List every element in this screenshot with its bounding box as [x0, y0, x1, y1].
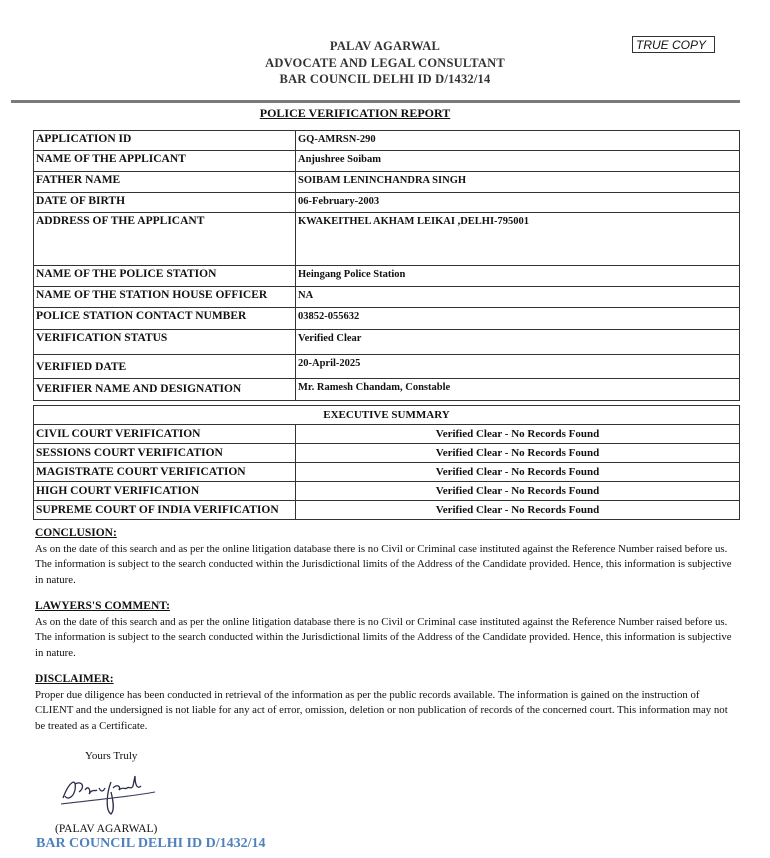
advocate-name: PALAV AGARWAL — [329, 39, 441, 53]
disclaimer-section — [35, 672, 735, 735]
table-row — [34, 425, 740, 444]
lawyers-comment-section — [35, 599, 735, 662]
table-row — [34, 266, 740, 287]
row-value: Verified Clear - No Records Found — [296, 425, 740, 444]
table-row — [34, 355, 740, 379]
row-value: Verified Clear - No Records Found — [296, 463, 740, 482]
row-label: CIVIL COURT VERIFICATION — [34, 425, 296, 444]
row-value: GQ-AMRSN-290 — [296, 131, 740, 151]
row-value: Mr. Ramesh Chandam, Constable — [296, 379, 740, 401]
row-label: HIGH COURT VERIFICATION — [34, 482, 296, 501]
row-label: NAME OF THE APPLICANT — [34, 151, 296, 172]
row-value: 03852-055632 — [296, 308, 740, 330]
table-row — [34, 151, 740, 172]
row-value: Verified Clear — [296, 330, 740, 355]
row-label: SUPREME COURT OF INDIA VERIFICATION — [34, 501, 296, 520]
row-value: 20-April-2025 — [296, 355, 740, 379]
row-label: POLICE STATION CONTACT NUMBER — [34, 308, 296, 330]
table-row — [34, 308, 740, 330]
disclaimer-heading: DISCLAIMER: — [35, 673, 114, 685]
row-value: 06-February-2003 — [296, 193, 740, 213]
row-value: SOIBAM LENINCHANDRA SINGH — [296, 172, 740, 193]
summary-title: EXECUTIVE SUMMARY — [34, 406, 740, 425]
table-row — [34, 172, 740, 193]
true-copy-stamp: TRUE COPY — [632, 36, 715, 53]
signature-icon — [55, 770, 165, 820]
report-title-text: POLICE VERIFICATION REPORT — [259, 106, 451, 120]
row-label: NAME OF THE STATION HOUSE OFFICER — [34, 287, 296, 308]
report-title — [0, 106, 710, 121]
row-label: VERIFIED DATE — [34, 355, 296, 379]
advocate-title: ADVOCATE AND LEGAL CONSULTANT — [265, 55, 505, 70]
signatory-name: (PALAV AGARWAL) — [55, 823, 158, 835]
conclusion-heading: CONCLUSION: — [35, 527, 117, 539]
row-label: DATE OF BIRTH — [34, 193, 296, 213]
lawyers-comment-text: As on the date of this search and as per the online litigation database there is no Civil or Criminal case instituted against the Reference Number raised before us. The information is subject to the search conducted within the Jurisdictional limits of the Address of the Candidate provided. Hence, this information is subjective in nature. — [35, 615, 732, 660]
conclusion-text: As on the date of this search and as per the online litigation database there is no Civil or Criminal case instituted against the Reference Number raised before us. The information is subject to the search conducted within the Jurisdictional limits of the Address of the Candidate provided. Hence, this information is subjective in nature. — [35, 542, 732, 587]
executive-summary-table — [33, 405, 740, 520]
bar-council-id: BAR COUNCIL DELHI ID D/1432/14 — [279, 72, 491, 86]
conclusion-section — [35, 526, 735, 589]
row-label: VERIFICATION STATUS — [34, 330, 296, 355]
table-row — [34, 482, 740, 501]
table-row — [34, 193, 740, 213]
header-divider — [11, 100, 740, 103]
row-value: NA — [296, 287, 740, 308]
table-row — [34, 501, 740, 520]
row-label: FATHER NAME — [34, 172, 296, 193]
table-row — [34, 463, 740, 482]
row-value: Verified Clear - No Records Found — [296, 501, 740, 520]
closing-text: Yours Truly — [85, 750, 138, 762]
lawyers-comment-heading: LAWYERS'S COMMENT: — [35, 600, 170, 612]
table-row — [34, 131, 740, 151]
row-label: VERIFIER NAME AND DESIGNATION — [34, 379, 296, 401]
row-label: APPLICATION ID — [34, 131, 296, 151]
table-row — [34, 444, 740, 463]
summary-header-row — [34, 406, 740, 425]
table-row — [34, 287, 740, 308]
row-label: NAME OF THE POLICE STATION — [34, 266, 296, 287]
disclaimer-text: Proper due diligence has been conducted in retrieval of the information as per the public records available. The information is gained on the instruction of CLIENT and the undersigned is not liable for any act of error, omission, deletion or non publication of records of the concerned court. This information may not be treated as a Certificate. — [35, 688, 728, 733]
row-value: Heingang Police Station — [296, 266, 740, 287]
table-row — [34, 379, 740, 401]
verification-details-table — [33, 130, 740, 401]
signatory-bar-id: BAR COUNCIL DELHI ID D/1432/14 — [36, 836, 266, 851]
row-label: ADDRESS OF THE APPLICANT — [34, 213, 296, 266]
row-value: Verified Clear - No Records Found — [296, 444, 740, 463]
row-value: Verified Clear - No Records Found — [296, 482, 740, 501]
row-value: Anjushree Soibam — [296, 151, 740, 172]
row-label: SESSIONS COURT VERIFICATION — [34, 444, 296, 463]
row-label: MAGISTRATE COURT VERIFICATION — [34, 463, 296, 482]
table-row — [34, 330, 740, 355]
table-row — [34, 213, 740, 266]
row-value: KWAKEITHEL AKHAM LEIKAI ,DELHI-795001 — [296, 213, 740, 266]
